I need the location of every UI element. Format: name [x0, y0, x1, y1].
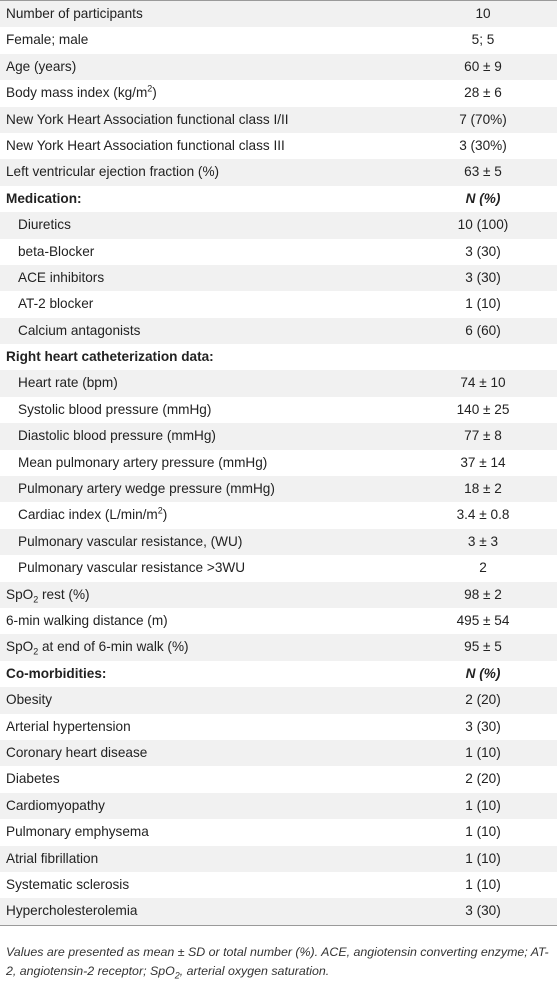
row-label: Coronary heart disease [6, 744, 148, 760]
row-value: 10 [475, 6, 491, 21]
table-row [0, 27, 557, 53]
row-label: Pulmonary vascular resistance, (WU) [18, 533, 243, 549]
row-value: 3 (30) [465, 718, 501, 734]
row-value: 1 (10) [465, 850, 501, 866]
row-value: 7 (70%) [459, 111, 507, 127]
table-row [0, 846, 557, 872]
row-value: 140 ± 25 [456, 401, 510, 417]
row-label: New York Heart Association functional class III [6, 137, 285, 153]
row-label: AT-2 blocker [18, 296, 94, 312]
row-label: New York Heart Association functional class I/II [6, 111, 289, 127]
table-row [0, 291, 557, 317]
row-value: 98 ± 2 [464, 586, 502, 602]
row-value: 1 (10) [465, 797, 501, 813]
row-label: ACE inhibitors [18, 269, 105, 285]
table-row [0, 555, 557, 581]
table-row [0, 318, 557, 344]
table-row [0, 107, 557, 133]
table-row [0, 793, 557, 819]
row-label: Diabetes [6, 771, 60, 787]
table-row [0, 872, 557, 898]
table-row [0, 476, 557, 502]
table-section-header [0, 186, 557, 212]
row-value: 3 (30) [465, 269, 501, 285]
row-value: 77 ± 8 [464, 428, 502, 444]
row-label: Pulmonary vascular resistance >3WU [18, 560, 246, 576]
row-label: Cardiomyopathy [6, 797, 105, 813]
row-label: Co-morbidities: [6, 665, 107, 681]
row-label: Hypercholesterolemia [6, 903, 138, 919]
row-value: 28 ± 6 [464, 85, 502, 101]
row-value: N (%) [465, 665, 501, 681]
table-row [0, 212, 557, 238]
table-section-header [0, 344, 557, 370]
row-value: 6 (60) [465, 322, 501, 338]
row-label: Systolic blood pressure (mmHg) [18, 401, 212, 417]
table-row [0, 608, 557, 634]
row-label: Right heart catheterization data: [6, 349, 214, 365]
row-value: 1 (10) [465, 824, 501, 840]
row-value: 3 (30%) [459, 137, 507, 153]
row-label: Age (years) [6, 58, 77, 74]
table-row [0, 502, 557, 528]
row-label: beta-Blocker [18, 243, 95, 259]
row-label: Systematic sclerosis [6, 876, 130, 892]
row-label: Diastolic blood pressure (mmHg) [18, 428, 216, 444]
row-label: Arterial hypertension [6, 718, 131, 734]
table-row [0, 265, 557, 291]
footnote-text-end: , arterial oxygen saturation. [179, 964, 330, 978]
row-value: 95 ± 5 [464, 639, 502, 655]
row-label: SpO$_2$ at end of 6-min walk (%) [6, 639, 189, 658]
row-label: Number of participants [6, 6, 143, 21]
row-value: 3.4 ± 0.8 [456, 507, 510, 523]
table-row [0, 634, 557, 660]
row-value: 2 (20) [465, 692, 501, 708]
table-row [0, 239, 557, 265]
row-label: Pulmonary artery wedge pressure (mmHg) [18, 481, 275, 497]
table-footnote [6, 943, 551, 981]
row-label: Female; male [6, 32, 89, 48]
footnote-subscript: 2 [174, 970, 180, 981]
row-value: 63 ± 5 [464, 164, 502, 180]
table-row [0, 898, 557, 924]
row-label: Obesity [6, 692, 53, 708]
row-value: 1 (10) [465, 876, 501, 892]
row-value: 2 (20) [465, 771, 501, 787]
table-row [0, 529, 557, 555]
table-row [0, 740, 557, 766]
row-label: Medication: [6, 190, 82, 206]
table-row [0, 687, 557, 713]
table-row [0, 423, 557, 449]
table-row [0, 397, 557, 423]
table-row [0, 819, 557, 845]
row-value: 74 ± 10 [460, 375, 506, 391]
row-label: Mean pulmonary artery pressure (mmHg) [18, 454, 268, 470]
row-label: Atrial fibrillation [6, 850, 99, 866]
table-row [0, 133, 557, 159]
table-row [0, 159, 557, 185]
row-value: 1 (10) [465, 744, 501, 760]
row-value: 1 (10) [465, 296, 501, 312]
table-row [0, 766, 557, 792]
row-value: N (%) [465, 190, 501, 206]
row-value: 495 ± 54 [456, 612, 510, 628]
row-value: 10 (100) [457, 217, 509, 233]
row-value: 37 ± 14 [460, 454, 506, 470]
table-row [0, 54, 557, 80]
row-label: Diuretics [18, 217, 71, 233]
row-label: Cardiac index $(L/\min/m^2)$ [18, 505, 168, 523]
table-row [0, 714, 557, 740]
footnote-text: Values are presented as mean ± SD or total number (%). ACE, angiotensin converting enzyme; AT-2, angiotensin-2 receptor; SpO [6, 945, 549, 978]
row-label: 6-min walking distance (m) [6, 612, 168, 628]
row-value: 2 [479, 560, 487, 576]
row-label: Heart rate (bpm) [18, 375, 118, 391]
row-label: Body mass index $(kg/m^2)$ [6, 83, 157, 101]
table-row [0, 582, 557, 608]
table-row [0, 370, 557, 396]
table-section-header [0, 661, 557, 687]
row-label: Calcium antagonists [18, 322, 141, 338]
row-label: Pulmonary emphysema [6, 824, 149, 840]
row-value: 18 ± 2 [464, 481, 502, 497]
table-row [0, 1, 557, 27]
row-value: 3 ± 3 [467, 533, 499, 549]
table-row [0, 80, 557, 106]
row-value: 3 (30) [465, 903, 501, 919]
table-row [0, 450, 557, 476]
row-label: Left ventricular ejection fraction (%) [6, 164, 220, 180]
row-label: SpO$_2$ rest (%) [6, 586, 90, 605]
row-value: 5; 5 [471, 32, 495, 48]
row-value: 3 (30) [465, 243, 501, 259]
row-value: 60 ± 9 [464, 58, 502, 74]
